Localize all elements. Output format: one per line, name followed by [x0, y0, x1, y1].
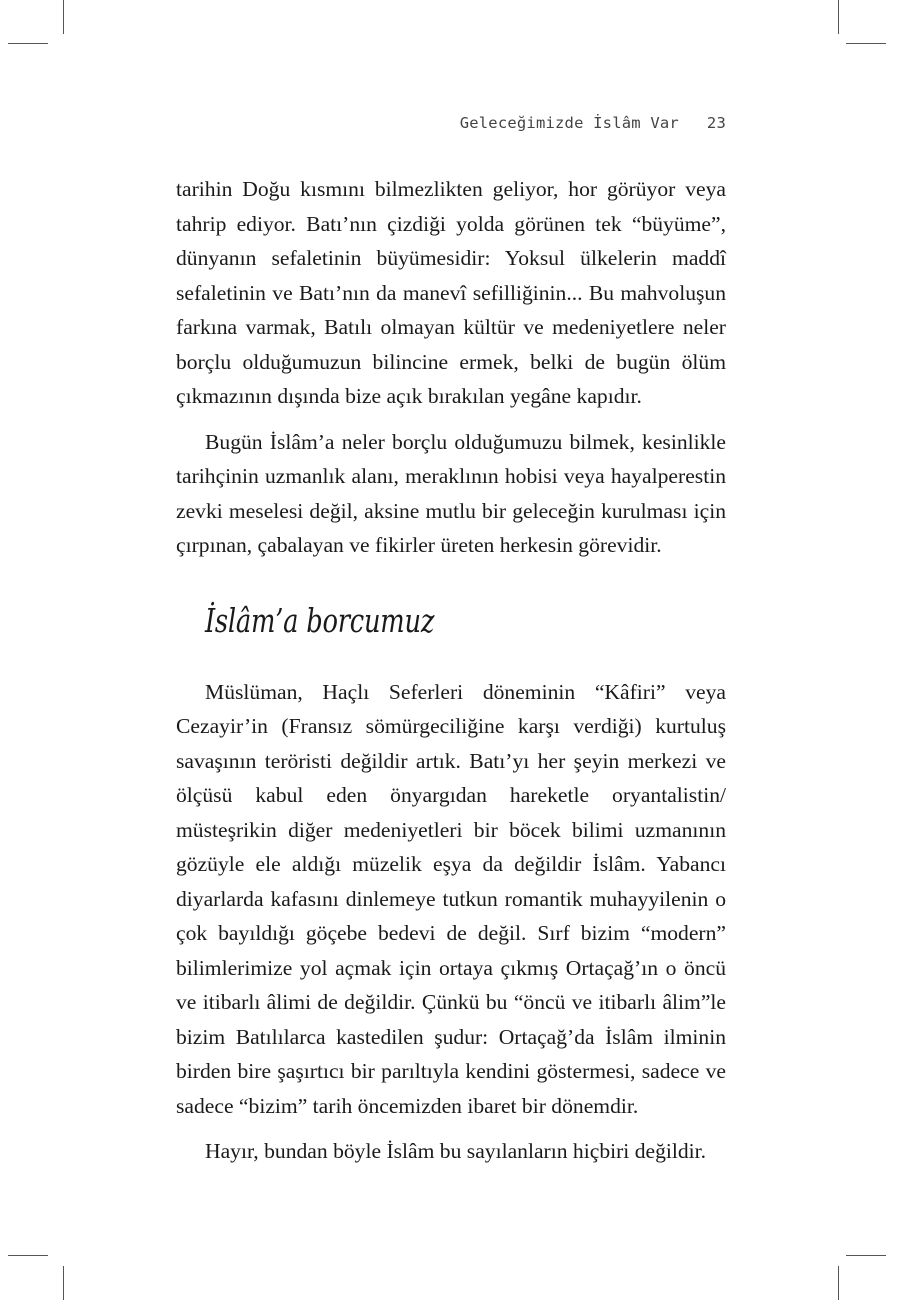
paragraph: Müslüman, Haçlı Seferleri döneminin “Kâfiri” veya Cezayir’in (Fransız sömürgeciliğine karşı verdiği) kurtuluş savaşının teröristi değildir artık. Batı’yı her şeyin merkezi ve ölçüsü kabul eden önyargıdan hareketle oryantalistin/​müsteşrikin diğer medeniyetleri bir böcek bilimi uzmanının gözüyle ele aldığı müzelik eşya da değildir İslâm. Yabancı diyarlarda kafasını dinlemeye tutkun romantik muhayyilenin o çok bayıldığı göçebe bedevi de değil. Sırf bizim “modern” bilimlerimize yol açmak için ortaya çıkmış Ortaçağ’ın o öncü ve itibarlı âlimi de değildir. Çünkü bu “öncü ve itibarlı âlim”le bizim Batılılarca kastedilen şudur: Ortaçağ’da İslâm ilminin birden bire şaşırtıcı bir parıltıyla kendini göstermesi, sadece ve sadece “bizim” tarih öncemizden ibaret bir dönemdir. — [176, 679, 726, 1118]
crop-mark — [63, 1266, 64, 1300]
paragraph: Bugün İslâm’a neler borçlu olduğumuzu bilmek, kesinlikle tarihçinin uzmanlık alanı, meraklının hobisi veya hayalperestin zevki meselesi değil, aksine mutlu bir geleceğin kurulması için çırpınan, çabalayan ve fikirler üreten herkesin görevidir. — [176, 429, 726, 557]
running-head — [460, 114, 726, 132]
paragraph: Hayır, bundan böyle İslâm bu sayılanların hiçbiri değildir. — [205, 1139, 707, 1163]
crop-mark — [846, 1255, 886, 1256]
crop-mark — [8, 43, 48, 44]
paragraph: tarihin Doğu kısmını bilmezlikten geliyor, hor görüyor veya tahrip ediyor. Batı’nın çizdiği yolda görünen tek “büyüme”, dünyanın sefaletinin büyümesidir: Yoksul ülkelerin maddî sefaletinin ve Batı’nın da manevî sefilliğinin... Bu mahvoluşun farkına varmak, Batılı olmayan kültür ve medeniyetlere neler borçlu olduğumuzun bilincine ermek, belki de bugün ölüm çıkmazının dışında bize açık bırakılan yegâne kapıdır. — [176, 177, 726, 408]
page-body — [176, 172, 726, 1180]
running-head-title: Geleceğimizde İslâm Var — [459, 114, 679, 132]
crop-mark — [838, 0, 839, 34]
crop-mark — [63, 0, 64, 34]
page-number: 23 — [706, 114, 726, 132]
crop-mark — [8, 1255, 48, 1256]
section-heading: İslâm’a borcumuz — [205, 600, 435, 640]
crop-mark — [838, 1266, 839, 1300]
crop-mark — [846, 43, 886, 44]
